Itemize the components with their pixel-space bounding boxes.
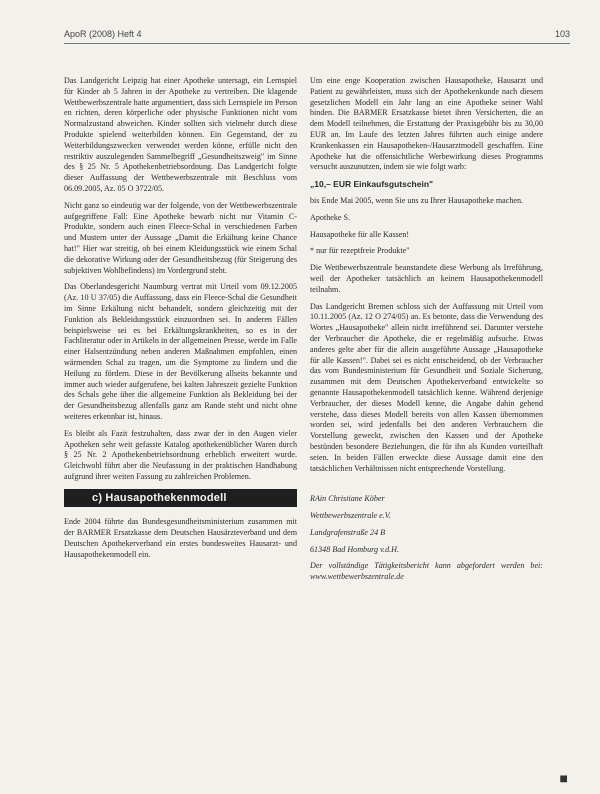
signature-city: 61348 Bad Homburg v.d.H.	[310, 544, 400, 554]
paragraph: Die Wettbewerbszentrale beanstandete diese Werbung als Irreführung, weil der Apotheker tatsächlich an keinem Hausapothekenmodell teilnahm.	[310, 263, 543, 294]
signature-name: RAin Christiane Köber	[310, 494, 385, 504]
paragraph: Es bleibt als Fazit festzuhalten, dass zwar der in den Augen vieler Apotheken sehr weit gefasste Katalog apothekenüblicher Waren durch § 25 Nr. 2 Apothekenbetriebsordnung erheblich erweitert wurde. Gleichwohl führt aber die Neufassung in der praktischen Handhabung aufgrund ihrer weiten Fassung zu zahlreichen Problemen.	[64, 428, 297, 481]
paragraph: Ende 2004 führte das Bundesgesundheitsministerium zusammen mit der BARMER Ersatzkasse dem Deutschen Hausärzteverband und dem Deutschen Apothekerverband ein erstes bundesweites Hausarzt- und Hausapothekenmodell ein.	[64, 517, 297, 559]
footnote-line: * nur für rezeptfreie Produkte"	[310, 246, 410, 256]
running-header	[64, 29, 570, 44]
end-of-article-mark: ■	[559, 772, 568, 787]
signature-org: Wettbewerbszentrale e.V.	[310, 511, 391, 521]
page-number: 103	[554, 29, 570, 39]
right-column	[310, 76, 543, 589]
section-heading: c) Hausapothekenmodell	[64, 489, 297, 508]
signature-street: Landgrafenstraße 24 B	[310, 527, 386, 537]
paragraph: Um eine enge Kooperation zwischen Hausapotheke, Hausarzt und Patient zu gewährleisten, muss sich der Apothekenkunde nach diesem gesetzlichen Modell ein Jahr lang an eine Apotheke seiner Wahl binden. Die BARMER Ersatzkasse bietet ihren Versicherten, die an dem Modell teilnehmen, die Erstattung der Praxisgebühr bis zu 30,00 EUR an. Im Laufe des letzten Jahres führten auch einige andere Krankenkassen ein Hausapotheken-/Hausarztmodell geschaffen. Eine Apotheke hat die offensichtliche Werbewirkung dieses Programms versucht auszunutzen, indem sie wie folgt warb:	[310, 76, 543, 172]
paragraph: Das Oberlandesgericht Naumburg vertrat mit Urteil vom 09.12.2005 (Az. 10 U 37/05) die Auffassung, dass ein Fleece-Schal die Gesundheit im Sinne Erkältung nicht behandelt, sondern gleichzeitig mit der Funktion als Bekleidungsstück einzuordnen sei. In anderen Fällen beispielsweise sei es bei Erkältungskrankheiten, so es in der Fachliteratur oder in Artikeln in der allgemeinen Presse, werde im Falle einer Halsentzündung neben anderen Maßnahmen empfohlen, einen wärmenden Schal zu tragen, um die Symptome zu lindern und die Heilung zu fördern. Diese in der Bevölkerung allseits bekannte und immer auch wieder aufgerufene, bei kalten Jahreszeit gezielte Funktion des Schals gehe über die allgemeine Funktion als Bekleidung bei der der Gesundheitsbezug allenfalls ganz am Rande steht und nicht ohne weiteres erkennbar ist, hinaus.	[64, 282, 297, 421]
offer-amount: „10,– EUR Einkaufsgutschein"	[310, 179, 434, 190]
apotheke-line: Apotheke S.	[310, 212, 351, 222]
offer-line	[310, 179, 543, 190]
paragraph: Das Landgericht Bremen schloss sich der Auffassung mit Urteil vom 10.11.2005 (Az. 12 O 274/05) an. Es betonte, dass die Verwendung des Wortes „Hausapotheke" allein nicht irreführend sei. Darunter verstehe der Verbraucher die Apotheke, die er regelmäßig aufsuche. Etwas anderes gelte aber für die allein ausgeführte Aussage „Hausapotheke für alle Kassen!". Dabei sei es nicht entscheidend, ob der Verbraucher das vom Bundesministerium für Gesundheit und Soziale Sicherung, zusammen mit dem Deutschen Apothekerverband entwickelte so genannte Hausapothekenmodell tatsächlich kenne. Während derjenige Verbraucher, der dieses Modell kenne, die Angabe dahin gehend verstehe, dass dieses Modell bereits von allen Kassen übernommen worden sei, wird jedenfalls bei den anderen Verbrauchern die Vorstellung geweckt, zwischen den Kassen und der Apotheke bestünden besondere Beziehungen, die für ihn als Kunden vorteilhaft seien. In beiden Fällen erweckte diese Aussage damit eine den tatsächlichen Verhältnissen nicht entsprechende Vorstellung.	[310, 301, 543, 473]
paragraph: Nicht ganz so eindeutig war der folgende, von der Wettbewerbszentrale aufgegriffene Fall: Eine Apotheke bewarb nicht nur Vitamin C-Produkte, sondern auch einen Fleece-Schal in verschiedenen Farben und Mustern unter der Aussage „Damit die Erkältung keine Chance hat!" Hier war streitig, ob bei einem Kleidungsstück wie einem Schal die dekorative Wirkung oder der Gesundheitsbezug (für Steigerung des subjektiven Wohlbefindens) im Vordergrund steht.	[64, 200, 297, 275]
paragraph: bis Ende Mai 2005, wenn Sie uns zu Ihrer Hausapotheke machen.	[310, 195, 524, 205]
journal-issue: ApoR (2008) Heft 4	[64, 29, 142, 39]
paragraph: Das Landgericht Leipzig hat einer Apotheke untersagt, ein Lernspiel für Kinder ab 5 Jahren in der Apotheke zu vertreiben. Die klagende Wettbewerbszentrale hatte argumentiert, dass sich Lernspiele im Person en richten, deren körperliche oder physische Funktionen nicht vom Normalzustand abweichen. Kinder sollten sich vielmehr durch diese Produkte spielend weiterbilden können. Ein Gegenstand, der zu Weiterbildungszwecken verwendet werden könne, erfülle nicht den restriktiv auszulegenden Sammelbegriff „Gesundheitszweig" im Sinne des § 25 Nr. 5 Apothekenbetriebsordnung. Das Landgericht folgte dieser Auffassung der Wettbewerbszentrale mit Beschluss vom 06.09.2005, Az. 05 O 3722/05.	[64, 76, 297, 193]
left-column	[64, 76, 297, 567]
hausapotheke-line: Hausapotheke für alle Kassen!	[310, 229, 410, 239]
signature-note: Der vollständige Tätigkeitsbericht kann abgefordert werden bei: www.wettbewerbszentrale.de	[310, 561, 543, 582]
